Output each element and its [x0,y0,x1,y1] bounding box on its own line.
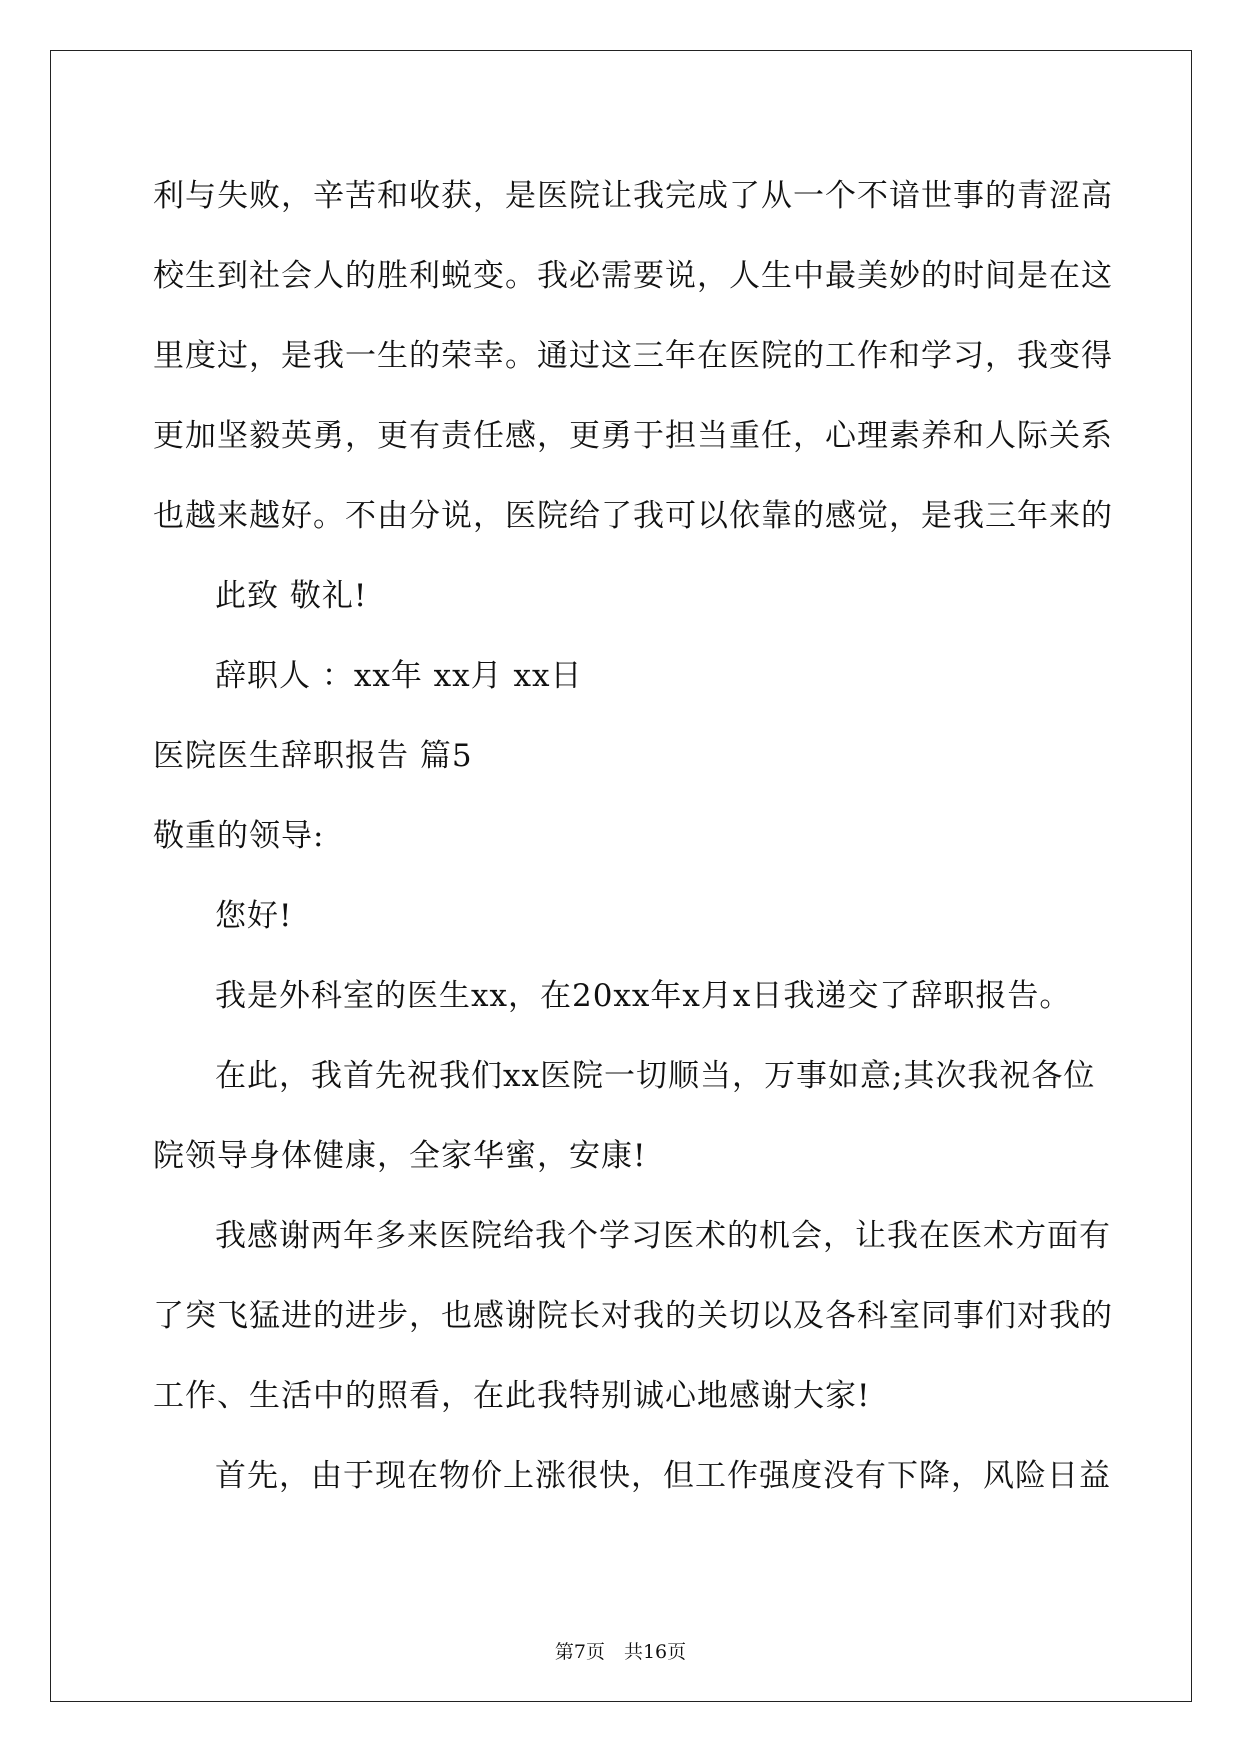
greeting-hello: 您好! [215,898,293,934]
body-line-5: 也越来越好。不由分说，医院给了我可以依靠的感觉，是我三年来的 [153,498,1113,534]
signature-line: 辞职人 ：xx年 xx月 xx日 [215,658,583,694]
page-number-footer: 第7页 共16页 [554,1641,687,1663]
body-line-17: 首先，由于现在物价上涨很快，但工作强度没有下降，风险日益 [215,1458,1111,1494]
body-line-15: 了突飞猛进的进步，也感谢院长对我的关切以及各科室同事们对我的 [153,1298,1113,1334]
body-line-4: 更加坚毅英勇，更有责任感，更勇于担当重任，心理素养和人际关系 [153,418,1113,454]
closing-salutation: 此致 敬礼! [215,578,368,614]
body-line-3: 里度过，是我一生的荣幸。通过这三年在医院的工作和学习，我变得 [153,338,1113,374]
section-heading: 医院医生辞职报告 篇5 [153,738,473,774]
body-line-2: 校生到社会人的胜利蜕变。我必需要说，人生中最美妙的时间是在这 [153,258,1113,294]
greeting: 敬重的领导: [153,818,325,854]
body-line-16: 工作、生活中的照看，在此我特别诚心地感谢大家! [153,1378,871,1414]
body-line-1: 利与失败，辛苦和收获，是医院让我完成了从一个不谙世事的青涩高 [153,178,1113,214]
body-line-14: 我感谢两年多来医院给我个学习医术的机会，让我在医术方面有 [215,1218,1111,1254]
body-line-11: 我是外科室的医生xx，在20xx年x月x日我递交了辞职报告。 [215,978,1072,1014]
body-line-12: 在此，我首先祝我们xx医院一切顺当，万事如意;其次我祝各位 [215,1058,1096,1094]
body-line-13: 院领导身体健康，全家华蜜，安康! [153,1138,647,1174]
